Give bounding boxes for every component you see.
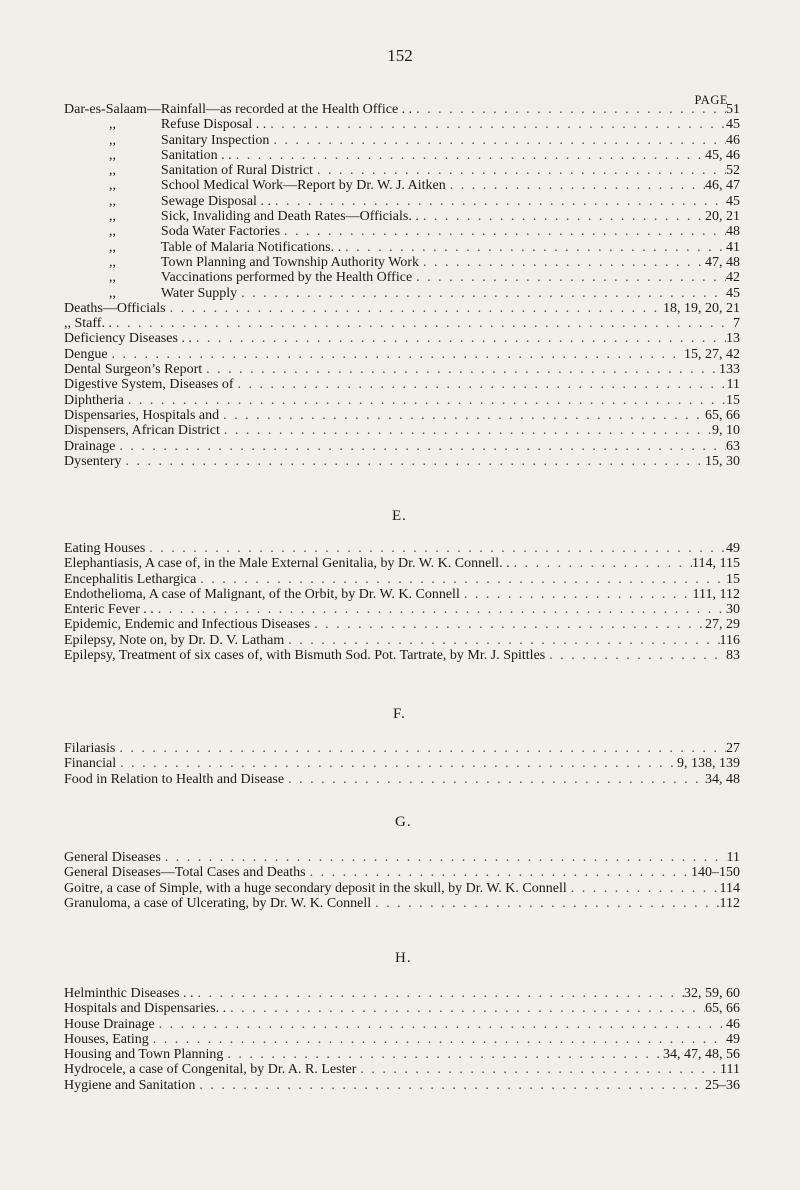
entry-text: Financial	[64, 756, 117, 772]
entry-label	[64, 163, 313, 178]
ditto-mark: ,,	[108, 117, 116, 133]
entry-pages: 133	[719, 362, 740, 378]
leader-dots	[112, 316, 733, 331]
leader-dots	[306, 865, 691, 880]
entry-label	[64, 423, 220, 438]
entry-label	[64, 617, 310, 632]
entry-pages: 51	[726, 102, 740, 117]
entry-label	[64, 117, 266, 132]
entry-pages: 34, 48	[705, 771, 740, 787]
leader-dots	[161, 850, 727, 865]
entry-pages: 52	[726, 163, 740, 179]
entry-pages: 15	[726, 392, 740, 408]
entry-text: Dental Surgeon’s Report	[64, 362, 203, 378]
leader-dots	[145, 541, 726, 556]
entry-pages: 41	[726, 239, 740, 255]
entry-label	[64, 556, 510, 571]
index-entry	[64, 648, 740, 663]
index-section-g	[64, 850, 740, 911]
entry-label	[64, 439, 115, 454]
index-entry	[64, 362, 740, 377]
entry-label	[64, 1047, 223, 1062]
leader-dots	[341, 240, 726, 255]
entry-label	[64, 602, 154, 617]
index-entry	[64, 423, 740, 438]
entry-pages: 45	[726, 193, 740, 209]
index-entry	[64, 377, 740, 392]
entry-label	[64, 541, 145, 556]
entry-pages: 11	[726, 850, 740, 865]
entry-label	[64, 986, 193, 1001]
entry-pages: 111	[720, 1062, 740, 1078]
entry-text: Elephantiasis, A case of, in the Male External Genitalia, by Dr. W. K. Connell. .	[64, 556, 510, 572]
page-number: 152	[387, 46, 413, 65]
entry-label	[64, 1078, 195, 1093]
entry-text: Table of Malaria Notifications. .	[160, 239, 342, 255]
entry-pages: 15, 27, 42	[684, 346, 740, 362]
entry-label	[64, 772, 284, 787]
leader-dots	[371, 896, 719, 911]
entry-pages: 49	[726, 1031, 740, 1047]
entry-label	[64, 331, 192, 346]
entry-label	[64, 286, 237, 301]
entry-label	[64, 1062, 356, 1077]
index-entry	[64, 1032, 740, 1047]
index-entry	[64, 865, 740, 880]
section-heading-g: G.	[395, 814, 412, 830]
entry-pages: 46	[726, 132, 740, 148]
index-entry	[64, 163, 740, 178]
entry-label	[64, 209, 419, 224]
entry-label	[64, 240, 341, 255]
entry-text: Rainfall—as recorded at the Health Office . .	[160, 102, 413, 117]
page-column-label: PAGE	[694, 93, 728, 107]
leader-dots	[196, 572, 726, 587]
leader-dots	[419, 255, 705, 270]
leader-dots	[234, 377, 727, 392]
index-entry	[64, 1047, 740, 1062]
entry-pages: 27, 29	[705, 617, 740, 633]
entry-text: School Medical Work—Report by Dr. W. J. Aitken	[160, 178, 446, 194]
entry-text: Sanitation . .	[160, 147, 232, 163]
entry-text: General Diseases—Total Cases and Deaths	[64, 865, 306, 881]
index-entry	[64, 556, 740, 571]
index-entry	[64, 1062, 740, 1077]
leader-dots	[124, 393, 726, 408]
entry-text: Hospitals and Dispensaries. .	[64, 1001, 227, 1017]
ditto-mark: ,,	[108, 132, 116, 148]
entry-pages: 25–36	[705, 1077, 740, 1093]
leader-dots	[545, 648, 726, 663]
entry-text: Deficiency Diseases . .	[64, 331, 192, 347]
entry-text: Goitre, a case of Simple, with a huge secondary deposit in the skull, by Dr. W. K. Connell	[64, 880, 567, 896]
leader-dots	[193, 986, 684, 1001]
index-entry	[64, 772, 740, 787]
index-entry	[64, 1017, 740, 1032]
ditto-mark: ,,	[108, 147, 116, 163]
index-entry	[64, 301, 740, 316]
entry-pages: 15, 30	[705, 453, 740, 469]
entry-pages: 47, 48	[705, 254, 740, 270]
entry-pages: 15	[726, 571, 740, 587]
entry-text: Soda Water Factories	[160, 224, 281, 240]
index-entry	[64, 148, 740, 163]
leader-dots	[271, 194, 726, 209]
entry-label	[64, 148, 232, 163]
entry-prefix: Dar-es-Salaam—	[64, 102, 161, 117]
entry-pages: 27	[726, 741, 740, 756]
index-entry	[64, 572, 740, 587]
entry-text: Filariasis	[64, 741, 116, 756]
section-heading-e: E.	[392, 508, 407, 524]
index-entry	[64, 102, 740, 117]
entry-text: Sanitation of Rural District	[160, 163, 313, 179]
entry-text: Water Supply	[160, 285, 238, 301]
leader-dots	[356, 1062, 720, 1077]
entry-pages: 11	[726, 377, 740, 393]
index-entry	[64, 270, 740, 285]
entry-text: Houses, Eating	[64, 1031, 149, 1047]
entry-label	[64, 178, 446, 193]
leader-dots	[313, 163, 726, 178]
entry-label	[64, 587, 460, 602]
index-entry	[64, 896, 740, 911]
entry-text: Enteric Fever . .	[64, 602, 154, 618]
entry-pages: 112	[719, 895, 740, 911]
index-entry	[64, 133, 740, 148]
leader-dots	[266, 117, 726, 132]
ditto-mark: ,,	[108, 163, 116, 179]
entry-label	[64, 133, 269, 148]
entry-pages: 140–150	[691, 865, 740, 881]
index-entry	[64, 316, 740, 331]
entry-pages: 46, 47	[705, 178, 740, 194]
leader-dots	[460, 587, 693, 602]
leader-dots	[446, 178, 705, 193]
index-entry	[64, 881, 740, 896]
entry-text: Vaccinations performed by the Health Office	[160, 270, 413, 286]
entry-pages: 63	[726, 438, 740, 454]
entry-text: Hygiene and Sanitation	[64, 1077, 196, 1093]
leader-dots	[122, 454, 705, 469]
entry-text: Sanitary Inspection	[160, 132, 270, 148]
leader-dots	[149, 1032, 726, 1047]
leader-dots	[226, 1001, 705, 1016]
entry-label	[64, 881, 567, 896]
index-entry	[64, 741, 740, 756]
leader-dots	[166, 301, 663, 316]
entry-label	[64, 255, 419, 270]
leader-dots	[115, 741, 726, 756]
section-heading-h: H.	[395, 950, 412, 966]
leader-dots	[155, 1017, 726, 1032]
entry-pages: 18, 19, 20, 21	[663, 300, 740, 316]
entry-label	[64, 633, 284, 648]
entry-pages: 114	[719, 880, 740, 896]
entry-pages: 65, 66	[705, 407, 740, 423]
leader-dots	[412, 102, 726, 117]
entry-text: Granuloma, a case of Ulcerating, by Dr. W. K. Connell	[64, 895, 372, 911]
leader-dots	[237, 286, 726, 301]
entry-pages: 13	[726, 331, 740, 347]
leader-dots	[220, 423, 712, 438]
entry-pages: 83	[726, 648, 740, 664]
entry-pages: 20, 21	[705, 209, 740, 225]
leader-dots	[269, 133, 726, 148]
ditto-mark: ,,	[108, 270, 116, 286]
index-section-h	[64, 986, 740, 1093]
entry-text: Helminthic Diseases . .	[64, 986, 194, 1001]
entry-label	[64, 316, 112, 331]
ditto-mark: ,,	[108, 178, 116, 194]
entry-label	[64, 362, 202, 377]
entry-text: Town Planning and Township Authority Work	[160, 254, 420, 270]
index-entry	[64, 633, 740, 648]
entry-label	[64, 572, 196, 587]
leader-dots	[284, 772, 705, 787]
index-entry	[64, 286, 740, 301]
leader-dots	[195, 1078, 705, 1093]
leader-dots	[219, 408, 705, 423]
index-entry	[64, 117, 740, 132]
entry-pages: 114, 115	[692, 556, 740, 572]
leader-dots	[116, 756, 677, 771]
leader-dots	[510, 556, 692, 571]
entry-label	[64, 850, 161, 865]
leader-dots	[223, 1047, 663, 1062]
index-entry	[64, 255, 740, 270]
entry-label	[64, 377, 234, 392]
ditto-mark: ,,	[108, 193, 116, 209]
index-entry	[64, 331, 740, 346]
index-entry	[64, 240, 740, 255]
index-entry	[64, 178, 740, 193]
entry-label	[64, 648, 545, 663]
entry-text: Deaths—Officials	[64, 300, 166, 316]
index-entry	[64, 756, 740, 771]
entry-pages: 46	[726, 1016, 740, 1032]
entry-text: Sick, Invaliding and Death Rates—Officials. .	[160, 209, 419, 225]
index-section-d	[64, 102, 740, 469]
entry-text: ,, Staff. .	[64, 316, 112, 332]
index-entry	[64, 850, 740, 865]
entry-label	[64, 1001, 226, 1016]
leader-dots	[310, 617, 705, 632]
index-entry	[64, 224, 740, 239]
leader-dots	[192, 331, 726, 346]
section-heading-f: F.	[393, 706, 406, 722]
entry-pages: 65, 66	[705, 1001, 740, 1017]
entry-pages: 45, 46	[705, 147, 740, 163]
entry-label	[64, 454, 122, 469]
entry-text: Housing and Town Planning	[64, 1047, 224, 1063]
entry-pages: 9, 138, 139	[677, 756, 740, 772]
entry-text: Drainage	[64, 438, 116, 454]
leader-dots	[202, 362, 719, 377]
index-entry	[64, 408, 740, 423]
entry-label	[64, 224, 280, 239]
entry-pages: 30	[726, 602, 740, 618]
entry-pages: 32, 59, 60	[684, 986, 740, 1001]
entry-pages: 111, 112	[692, 586, 740, 602]
ditto-mark: ,,	[108, 285, 116, 301]
leader-dots	[154, 602, 726, 617]
entry-label	[64, 741, 115, 756]
entry-text: Food in Relation to Health and Disease	[64, 771, 285, 787]
index-entry	[64, 439, 740, 454]
entry-text: Epidemic, Endemic and Infectious Diseases	[64, 617, 311, 633]
entry-text: Dispensers, African District	[64, 423, 220, 439]
index-entry	[64, 1078, 740, 1093]
entry-pages: 42	[726, 270, 740, 286]
index-entry	[64, 602, 740, 617]
entry-label	[64, 393, 124, 408]
leader-dots	[284, 633, 719, 648]
entry-text: Refuse Disposal . .	[160, 117, 267, 133]
entry-text: House Drainage	[64, 1016, 155, 1032]
index-entry	[64, 541, 740, 556]
entry-text: Eating Houses	[64, 541, 146, 556]
entry-text: Encephalitis Lethargica	[64, 571, 197, 587]
entry-pages: 45	[726, 285, 740, 301]
entry-pages: 7	[733, 316, 740, 332]
index-entry	[64, 209, 740, 224]
entry-pages: 45	[726, 117, 740, 133]
entry-label	[64, 347, 108, 362]
entry-label	[64, 756, 116, 771]
index-entry	[64, 1001, 740, 1016]
entry-label	[64, 102, 412, 117]
ditto-mark: ,,	[108, 224, 116, 240]
entry-text: Epilepsy, Note on, by Dr. D. V. Latham	[64, 632, 285, 648]
entry-text: Digestive System, Diseases of	[64, 377, 234, 393]
entry-label	[64, 301, 166, 316]
entry-pages: 48	[726, 224, 740, 240]
leader-dots	[108, 347, 684, 362]
index-section-f	[64, 741, 740, 787]
entry-pages: 34, 47, 48, 56	[663, 1047, 740, 1063]
entry-label	[64, 896, 371, 911]
entry-text: General Diseases	[64, 850, 161, 865]
leader-dots	[567, 881, 720, 896]
entry-label	[64, 194, 271, 209]
entry-text: Diphtheria	[64, 392, 124, 408]
entry-label	[64, 270, 412, 285]
entry-text: Dispensaries, Hospitals and	[64, 407, 220, 423]
entry-text: Dysentery	[64, 453, 122, 469]
entry-pages: 9, 10	[712, 423, 740, 439]
index-entry	[64, 347, 740, 362]
entry-text: Endothelioma, A case of Malignant, of the Orbit, by Dr. W. K. Connell	[64, 586, 460, 602]
ditto-mark: ,,	[108, 209, 116, 225]
leader-dots	[412, 270, 726, 285]
ditto-mark: ,,	[108, 239, 116, 255]
index-section-e	[64, 541, 740, 663]
index-entry	[64, 986, 740, 1001]
leader-dots	[115, 439, 726, 454]
index-entry	[64, 393, 740, 408]
entry-label	[64, 865, 306, 880]
leader-dots	[232, 148, 705, 163]
entry-text: Sewage Disposal . .	[160, 193, 271, 209]
entry-pages: 116	[719, 632, 740, 648]
entry-text: Dengue	[64, 346, 108, 362]
entry-text: Epilepsy, Treatment of six cases of, with Bismuth Sod. Pot. Tartrate, by Mr. J. Spittles	[64, 648, 546, 664]
index-entry	[64, 194, 740, 209]
ditto-mark: ,,	[108, 254, 116, 270]
entry-label	[64, 1032, 149, 1047]
leader-dots	[280, 224, 726, 239]
index-entry	[64, 587, 740, 602]
entry-label	[64, 1017, 155, 1032]
index-entry	[64, 454, 740, 469]
entry-label	[64, 408, 219, 423]
entry-pages: 49	[726, 541, 740, 556]
index-entry	[64, 617, 740, 632]
entry-text: Hydrocele, a case of Congenital, by Dr. A. R. Lester	[64, 1062, 357, 1078]
leader-dots	[419, 209, 705, 224]
